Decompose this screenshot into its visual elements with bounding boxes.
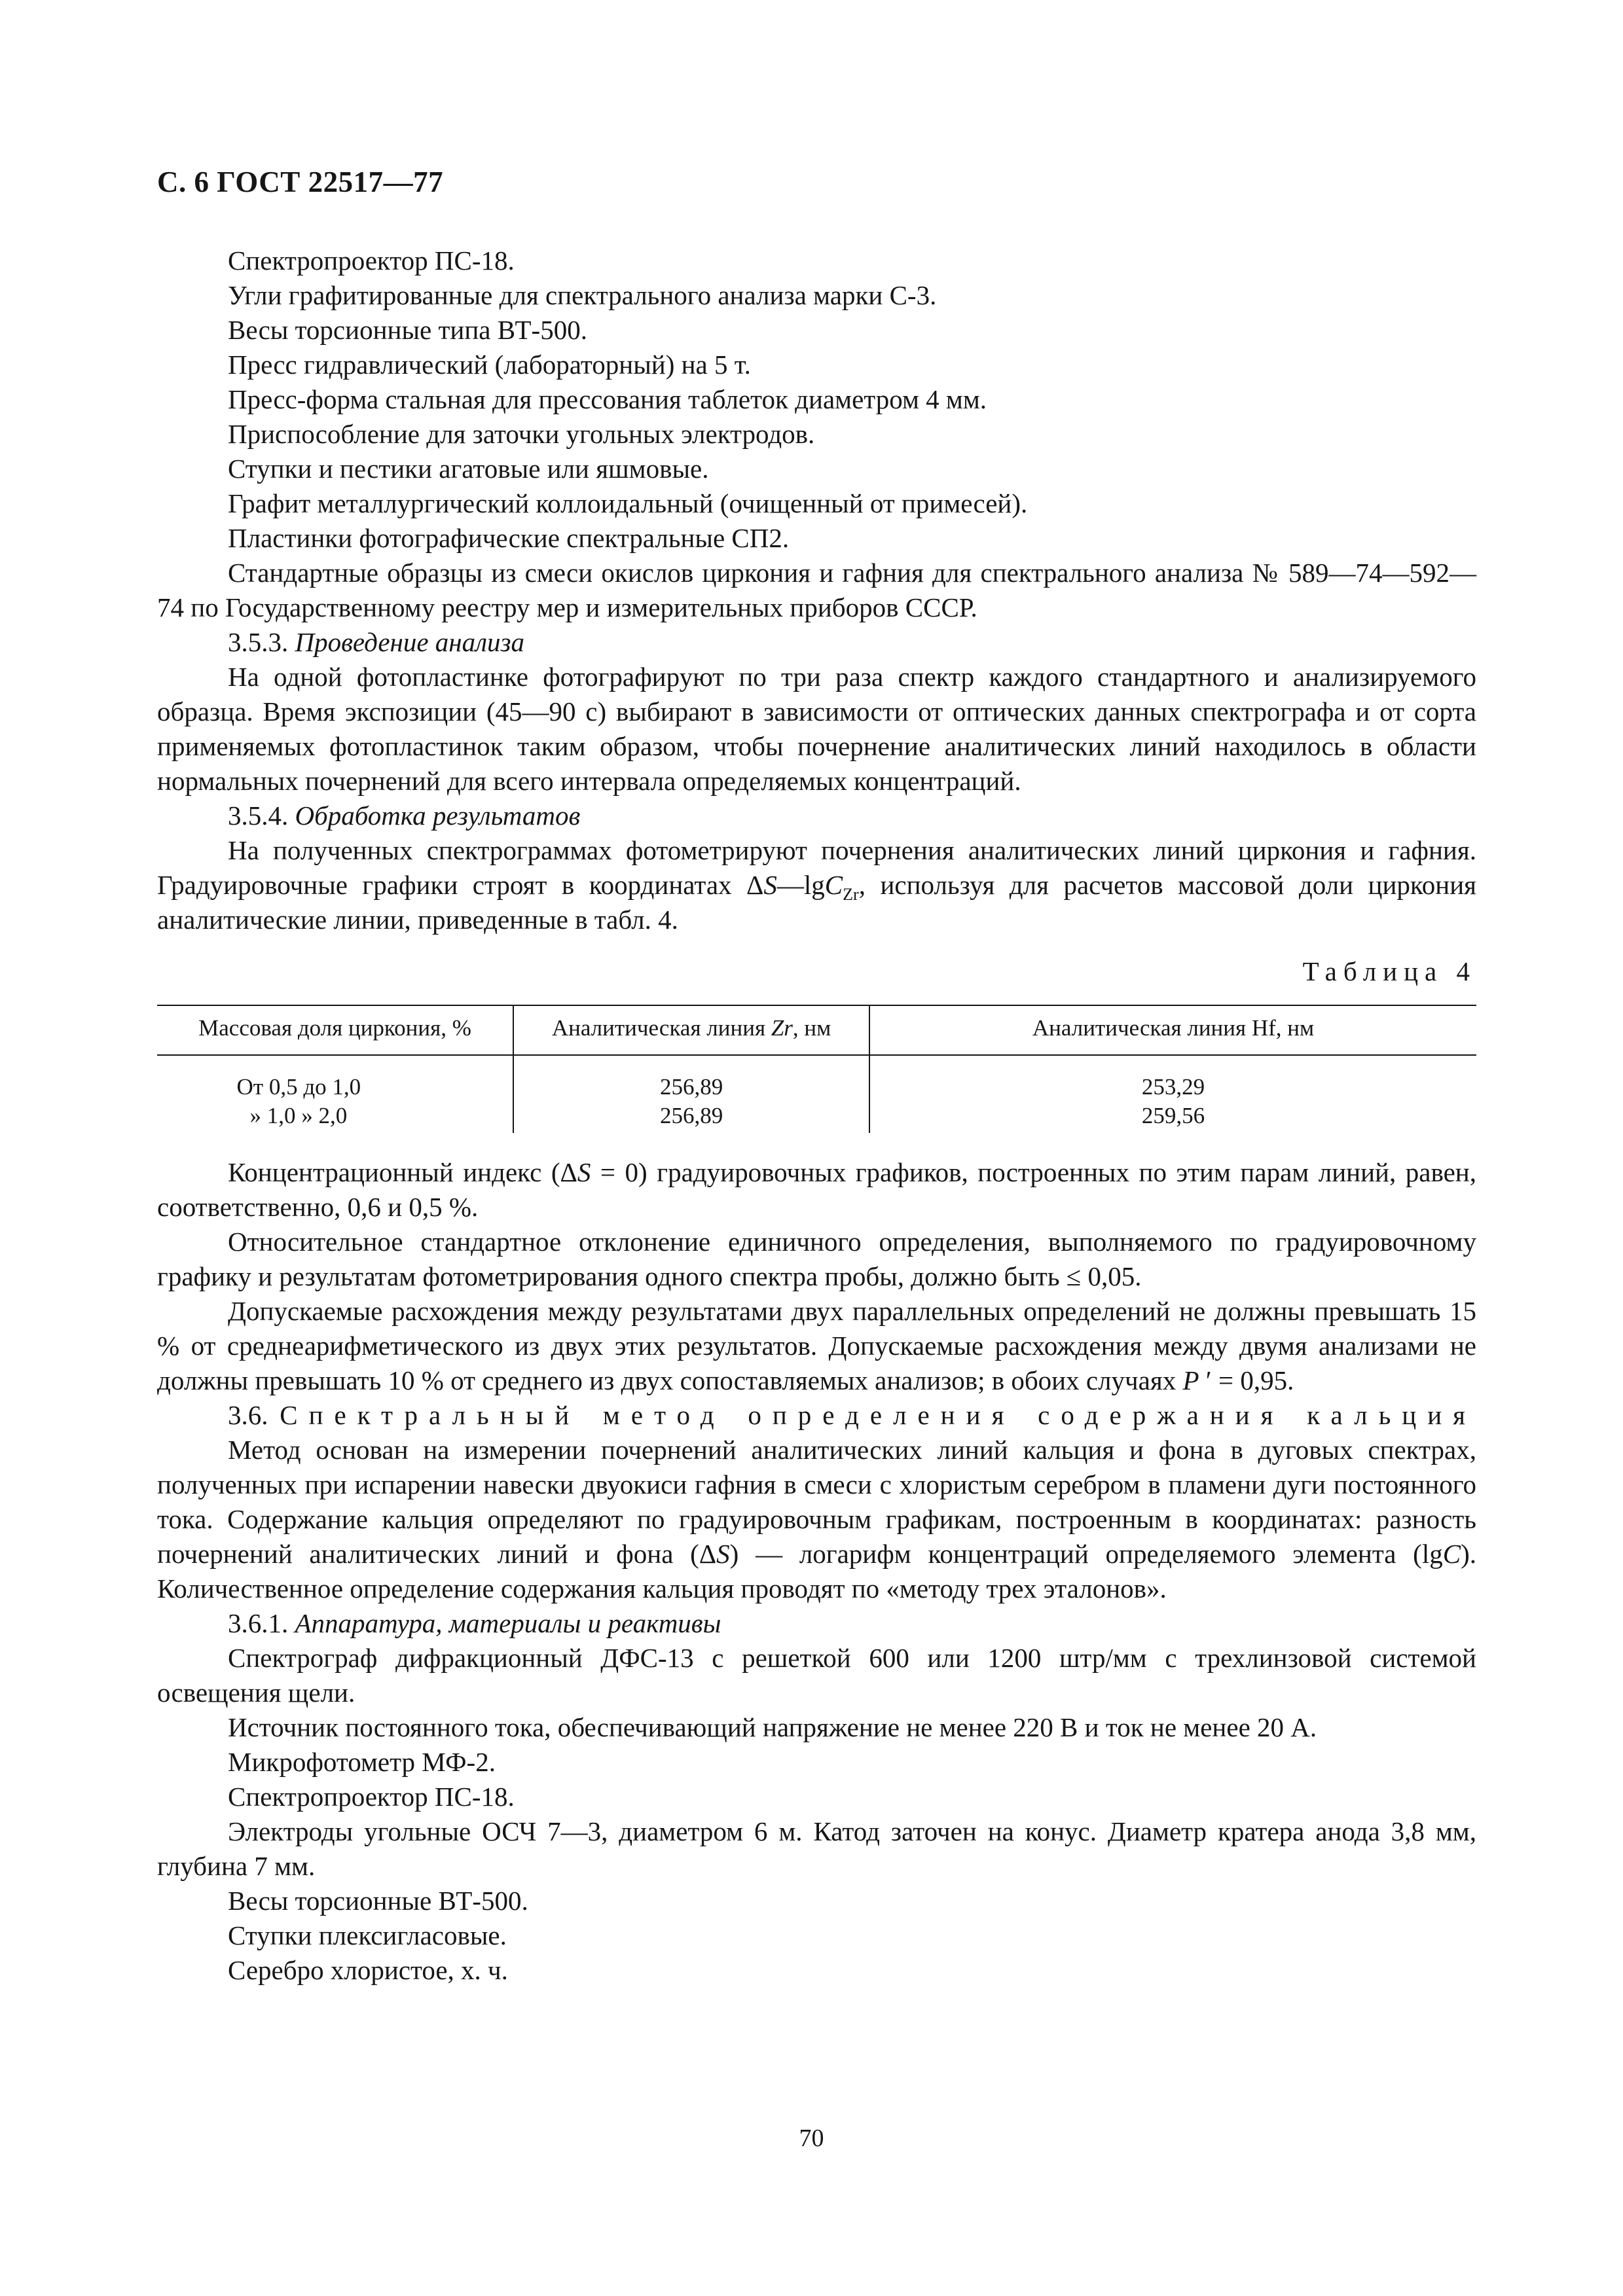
equipment-item: Спектропроектор ПС-18. — [228, 245, 515, 276]
equipment-item: Спектропроектор ПС-18. — [228, 1782, 515, 1812]
table-cell: 253,29 — [869, 1055, 1476, 1102]
table-cell: 259,56 — [869, 1102, 1476, 1133]
standard-samples-paragraph: Стандартные образцы из смеси окислов циркония и гафния для спектрального анализа № 589—74—592—74 по Государственному реестру мер и измерительных приборов СССР. — [157, 558, 1476, 622]
equipment-item: Весы торсионные типа ВТ-500. — [228, 315, 587, 345]
page-number: 70 — [799, 2125, 824, 2152]
equipment-item: Спектрограф дифракционный ДФС-13 с решеткой 600 или 1200 штр/мм с трехлинзовой системой освещения щели. — [157, 1643, 1476, 1708]
column-header-hf-line: Аналитическая линия Hf, нм — [869, 1005, 1476, 1055]
analysis-paragraph: На одной фотопластинке фотографируют по три раза спектр каждого стандартного и анализируемого образца. Время экспозиции (45—90 с) выбирают в зависимости от оптических данных спектрографа и от сорта применяемых фотопластинок таким образом, чтобы почернение аналитических линий находилось в области нормальных почернений для всего интервала определяемых концентраций. — [157, 662, 1476, 796]
equipment-item: Источник постоянного тока, обеспечивающий напряжение не менее 220 В и ток не менее 20 А. — [228, 1712, 1317, 1742]
section-number: 3.5.3. — [228, 627, 289, 657]
table-row — [157, 1102, 1476, 1133]
section-number: 3.6. — [228, 1400, 268, 1430]
section-title: Спектральный метод определения содержания кальция — [280, 1400, 1477, 1430]
std-deviation-paragraph: Относительное стандартное отклонение единичного определения, выполняемого по градуировочному графику и результатам фотометрирования одного спектра пробы, должно быть ≤ 0,05. — [157, 1227, 1476, 1291]
table-cell: 256,89 — [513, 1055, 869, 1102]
method-paragraph: Метод основан на измерении почернений аналитических линий кальция и фона в дуговых спектрах, полученных при испарении навески двуокиси гафния в смеси с хлористым серебром в пламени дуги постоянного тока. Содержание кальция определяют по градуировочным графикам, построенным в координатах: разность почернений аналитических линий и фона (ΔS) — логарифм концентраций определяемого элемента (lgC). Количественное определение содержания кальция проводят по «методу трех эталонов». — [157, 1435, 1476, 1604]
section-number: 3.6.1. — [228, 1608, 289, 1638]
equipment-item: Угли графитированные для спектрального анализа марки С-3. — [228, 280, 937, 310]
section-heading-3-6 — [157, 1398, 1476, 1433]
section-title: Аппаратура, материалы и реактивы — [295, 1608, 721, 1638]
table-caption: Таблица 4 — [1302, 956, 1476, 986]
equipment-item: Серебро хлористое, х. ч. — [228, 1955, 508, 1985]
equipment-item: Весы торсионные ВТ-500. — [228, 1886, 528, 1916]
table-cell: » 1,0 » 2,0 — [249, 1103, 348, 1128]
column-header-zr-line: Аналитическая линия Zr, нм — [513, 1005, 869, 1055]
column-header-zr-fraction: Массовая доля циркония, % — [157, 1005, 513, 1055]
page-header: С. 6 ГОСТ 22517—77 — [157, 166, 444, 198]
table-4 — [157, 1005, 1476, 1133]
table-cell: 256,89 — [513, 1102, 869, 1133]
section-heading-3-5-3 — [157, 625, 1476, 660]
equipment-item: Пресс гидравлический (лабораторный) на 5 т. — [228, 350, 751, 380]
table-cell: От 0,5 до 1,0 — [236, 1074, 361, 1100]
concentration-index-paragraph: Концентрационный индекс (ΔS = 0) градуировочных графиков, построенных по этим парам линий, равен, соответственно, 0,6 и 0,5 %. — [157, 1157, 1476, 1222]
table-row — [157, 1055, 1476, 1102]
table-header-row — [157, 1005, 1476, 1055]
equipment-item: Микрофотометр МФ-2. — [228, 1747, 496, 1777]
results-paragraph: На полученных спектрограммах фотометрируют почернения аналитических линий циркония и гафния. Градуировочные графики строят в координатах ΔS—lgC$_{Zr}$, используя для расчетов массовой доли циркония аналитические линии, приведенные в табл. 4. — [157, 835, 1476, 935]
page-content — [157, 243, 1476, 1988]
equipment-item: Электроды угольные ОСЧ 7—3, диаметром 6 м. Катод заточен на конус. Диаметр кратера анода 3,8 мм, глубина 7 мм. — [157, 1816, 1476, 1881]
section-title: Обработка результатов — [295, 800, 581, 831]
section-heading-3-6-1 — [157, 1606, 1476, 1641]
equipment-item: Приспособление для заточки угольных электродов. — [228, 419, 815, 449]
equipment-item: Пластинки фотографические спектральные СП2. — [228, 523, 790, 553]
equipment-item: Ступки плексигласовые. — [228, 1920, 507, 1950]
equipment-item: Пресс-форма стальная для прессования таблеток диаметром 4 мм. — [228, 384, 987, 414]
section-heading-3-5-4 — [157, 798, 1476, 833]
equipment-item: Графит металлургический коллоидальный (очищенный от примесей). — [228, 488, 1028, 518]
equipment-item: Ступки и пестики агатовые или яшмовые. — [228, 454, 709, 484]
divergence-paragraph: Допускаемые расхождения между результатами двух параллельных определений не должны превышать 15 % от среднеарифметического из двух этих результатов. Допускаемые расхождения между двумя анализами не должны превышать 10 % от среднего из двух сопоставляемых анализов; в обоих случаях P ′ = 0,95. — [157, 1296, 1476, 1395]
section-number: 3.5.4. — [228, 800, 289, 831]
section-title: Проведение анализа — [295, 627, 525, 657]
